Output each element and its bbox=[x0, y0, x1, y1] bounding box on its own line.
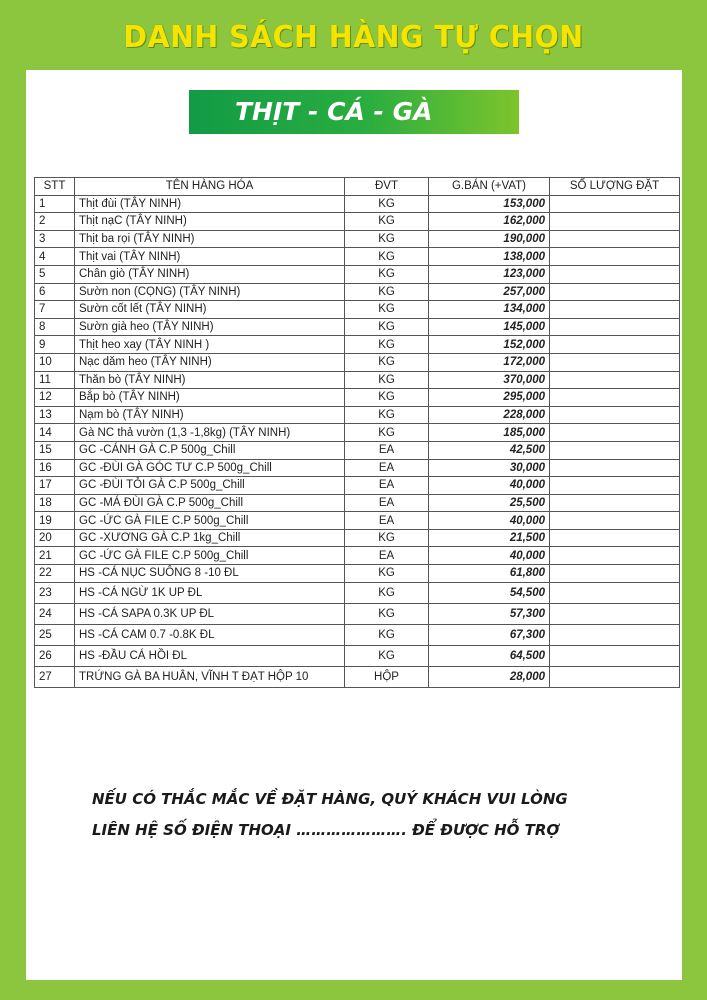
price: 190,000 bbox=[429, 230, 550, 248]
product-name: GC -ĐÙI GÀ GÓC TƯ C.P 500g_Chill bbox=[75, 459, 345, 477]
row-number: 27 bbox=[35, 666, 75, 687]
table-row bbox=[35, 371, 680, 389]
row-number: 21 bbox=[35, 547, 75, 565]
price: 57,300 bbox=[429, 603, 550, 624]
price: 228,000 bbox=[429, 406, 550, 424]
table-row bbox=[35, 565, 680, 583]
table-row bbox=[35, 301, 680, 319]
unit: HỘP bbox=[345, 666, 429, 687]
product-name: Thịt ba rọi (TÂY NINH) bbox=[75, 230, 345, 248]
table-row bbox=[35, 529, 680, 547]
table-row bbox=[35, 406, 680, 424]
order-quantity-cell[interactable] bbox=[550, 494, 680, 512]
product-name: Gà NC thả vườn (1,3 -1,8kg) (TÂY NINH) bbox=[75, 424, 345, 442]
price: 40,000 bbox=[429, 512, 550, 530]
product-name: HS -CÁ NGỪ 1K UP ĐL bbox=[75, 582, 345, 603]
order-quantity-cell[interactable] bbox=[550, 195, 680, 213]
price: 153,000 bbox=[429, 195, 550, 213]
product-table bbox=[34, 177, 680, 688]
price: 145,000 bbox=[429, 318, 550, 336]
column-header-price: G.BÁN (+VAT) bbox=[429, 178, 550, 196]
unit: KG bbox=[345, 301, 429, 319]
unit: EA bbox=[345, 512, 429, 530]
product-name: Thịt heo xay (TÂY NINH ) bbox=[75, 336, 345, 354]
price: 185,000 bbox=[429, 424, 550, 442]
table-row bbox=[35, 459, 680, 477]
unit: KG bbox=[345, 603, 429, 624]
price: 25,500 bbox=[429, 494, 550, 512]
price: 54,500 bbox=[429, 582, 550, 603]
unit: KG bbox=[345, 645, 429, 666]
row-number: 19 bbox=[35, 512, 75, 530]
table-row bbox=[35, 547, 680, 565]
product-name: GC -ỨC GÀ FILE C.P 500g_Chill bbox=[75, 512, 345, 530]
product-name: GC -CÁNH GÀ C.P 500g_Chill bbox=[75, 441, 345, 459]
table-row bbox=[35, 494, 680, 512]
table-row bbox=[35, 582, 680, 603]
row-number: 1 bbox=[35, 195, 75, 213]
contact-note-line-1: NẾU CÓ THẮC MẮC VỀ ĐẶT HÀNG, QUÝ KHÁCH VUI LÒNG bbox=[92, 790, 568, 808]
unit: KG bbox=[345, 624, 429, 645]
category-banner: THỊT - CÁ - GÀ bbox=[189, 90, 519, 134]
product-name: Thịt đùi (TÂY NINH) bbox=[75, 195, 345, 213]
unit: EA bbox=[345, 494, 429, 512]
table-row bbox=[35, 424, 680, 442]
order-quantity-cell[interactable] bbox=[550, 547, 680, 565]
table-row bbox=[35, 265, 680, 283]
row-number: 7 bbox=[35, 301, 75, 319]
unit: KG bbox=[345, 230, 429, 248]
row-number: 2 bbox=[35, 213, 75, 231]
table-row bbox=[35, 512, 680, 530]
table-row bbox=[35, 441, 680, 459]
order-quantity-cell[interactable] bbox=[550, 406, 680, 424]
row-number: 24 bbox=[35, 603, 75, 624]
unit: KG bbox=[345, 371, 429, 389]
order-quantity-cell[interactable] bbox=[550, 230, 680, 248]
row-number: 10 bbox=[35, 353, 75, 371]
unit: EA bbox=[345, 477, 429, 495]
row-number: 11 bbox=[35, 371, 75, 389]
order-quantity-cell[interactable] bbox=[550, 353, 680, 371]
price: 162,000 bbox=[429, 213, 550, 231]
table-row bbox=[35, 603, 680, 624]
order-quantity-cell[interactable] bbox=[550, 318, 680, 336]
price: 172,000 bbox=[429, 353, 550, 371]
table-row bbox=[35, 389, 680, 407]
unit: KG bbox=[345, 582, 429, 603]
table-row bbox=[35, 666, 680, 687]
order-quantity-cell[interactable] bbox=[550, 645, 680, 666]
order-quantity-cell[interactable] bbox=[550, 441, 680, 459]
order-quantity-cell[interactable] bbox=[550, 336, 680, 354]
row-number: 22 bbox=[35, 565, 75, 583]
product-name: Sườn già heo (TÂY NINH) bbox=[75, 318, 345, 336]
product-name: HS -CÁ NỤC SUÔNG 8 -10 ĐL bbox=[75, 565, 345, 583]
column-header-quantity: SỐ LƯỢNG ĐẶT bbox=[550, 178, 680, 196]
order-quantity-cell[interactable] bbox=[550, 371, 680, 389]
unit: EA bbox=[345, 547, 429, 565]
row-number: 18 bbox=[35, 494, 75, 512]
row-number: 8 bbox=[35, 318, 75, 336]
price: 42,500 bbox=[429, 441, 550, 459]
product-name: HS -CÁ SAPA 0.3K UP ĐL bbox=[75, 603, 345, 624]
unit: KG bbox=[345, 265, 429, 283]
row-number: 15 bbox=[35, 441, 75, 459]
table-row bbox=[35, 248, 680, 266]
table-row bbox=[35, 645, 680, 666]
price: 40,000 bbox=[429, 547, 550, 565]
order-quantity-cell[interactable] bbox=[550, 624, 680, 645]
order-quantity-cell[interactable] bbox=[550, 565, 680, 583]
order-quantity-cell[interactable] bbox=[550, 424, 680, 442]
price: 28,000 bbox=[429, 666, 550, 687]
unit: KG bbox=[345, 389, 429, 407]
column-header-unit: ĐVT bbox=[345, 178, 429, 196]
product-name: Chân giò (TÂY NINH) bbox=[75, 265, 345, 283]
unit: KG bbox=[345, 213, 429, 231]
table-row bbox=[35, 353, 680, 371]
product-name: GC -ỨC GÀ FILE C.P 500g_Chill bbox=[75, 547, 345, 565]
row-number: 9 bbox=[35, 336, 75, 354]
row-number: 12 bbox=[35, 389, 75, 407]
contact-note-line-2: LIÊN HỆ SỐ ĐIỆN THOẠI …………………. ĐỂ ĐƯỢC HỖ TRỢ bbox=[92, 821, 560, 839]
unit: KG bbox=[345, 195, 429, 213]
product-name: GC -MÁ ĐÙI GÀ C.P 500g_Chill bbox=[75, 494, 345, 512]
product-name: TRỨNG GÀ BA HUÂN, VĨNH T ĐẠT HỘP 10 bbox=[75, 666, 345, 687]
price: 123,000 bbox=[429, 265, 550, 283]
column-header-name: TÊN HÀNG HÓA bbox=[75, 178, 345, 196]
row-number: 6 bbox=[35, 283, 75, 301]
product-name: Sườn non (CỌNG) (TÂY NINH) bbox=[75, 283, 345, 301]
product-name: Sườn cốt lết (TÂY NINH) bbox=[75, 301, 345, 319]
product-name: HS -ĐẦU CÁ HỒI ĐL bbox=[75, 645, 345, 666]
unit: KG bbox=[345, 424, 429, 442]
row-number: 13 bbox=[35, 406, 75, 424]
price: 370,000 bbox=[429, 371, 550, 389]
order-quantity-cell[interactable] bbox=[550, 512, 680, 530]
product-name: Nạm bò (TÂY NINH) bbox=[75, 406, 345, 424]
price: 295,000 bbox=[429, 389, 550, 407]
column-header-stt: STT bbox=[35, 178, 75, 196]
unit: EA bbox=[345, 459, 429, 477]
product-name: HS -CÁ CAM 0.7 -0.8K ĐL bbox=[75, 624, 345, 645]
product-name: GC -XƯƠNG GÀ C.P 1kg_Chill bbox=[75, 529, 345, 547]
table-row bbox=[35, 213, 680, 231]
table-row bbox=[35, 477, 680, 495]
product-name: Thăn bò (TÂY NINH) bbox=[75, 371, 345, 389]
price: 64,500 bbox=[429, 645, 550, 666]
table-row bbox=[35, 283, 680, 301]
row-number: 4 bbox=[35, 248, 75, 266]
product-name: Thịt vai (TÂY NINH) bbox=[75, 248, 345, 266]
price: 138,000 bbox=[429, 248, 550, 266]
row-number: 25 bbox=[35, 624, 75, 645]
table-row bbox=[35, 195, 680, 213]
page-title: DANH SÁCH HÀNG TỰ CHỌN bbox=[123, 20, 584, 55]
unit: KG bbox=[345, 318, 429, 336]
unit: EA bbox=[345, 441, 429, 459]
price: 21,500 bbox=[429, 529, 550, 547]
price: 30,000 bbox=[429, 459, 550, 477]
order-quantity-cell[interactable] bbox=[550, 459, 680, 477]
table-row bbox=[35, 336, 680, 354]
order-quantity-cell[interactable] bbox=[550, 248, 680, 266]
row-number: 16 bbox=[35, 459, 75, 477]
order-quantity-cell[interactable] bbox=[550, 477, 680, 495]
row-number: 23 bbox=[35, 582, 75, 603]
unit: KG bbox=[345, 406, 429, 424]
table-row bbox=[35, 318, 680, 336]
price: 40,000 bbox=[429, 477, 550, 495]
product-name: Bắp bò (TÂY NINH) bbox=[75, 389, 345, 407]
order-quantity-cell[interactable] bbox=[550, 603, 680, 624]
unit: KG bbox=[345, 353, 429, 371]
price: 152,000 bbox=[429, 336, 550, 354]
order-quantity-cell[interactable] bbox=[550, 301, 680, 319]
price: 257,000 bbox=[429, 283, 550, 301]
order-quantity-cell[interactable] bbox=[550, 213, 680, 231]
row-number: 14 bbox=[35, 424, 75, 442]
product-name: Thịt nạC (TÂY NINH) bbox=[75, 213, 345, 231]
row-number: 26 bbox=[35, 645, 75, 666]
order-quantity-cell[interactable] bbox=[550, 389, 680, 407]
unit: KG bbox=[345, 565, 429, 583]
unit: KG bbox=[345, 336, 429, 354]
unit: KG bbox=[345, 283, 429, 301]
row-number: 5 bbox=[35, 265, 75, 283]
order-quantity-cell[interactable] bbox=[550, 666, 680, 687]
row-number: 20 bbox=[35, 529, 75, 547]
product-name: GC -ĐÙI TỎI GÀ C.P 500g_Chill bbox=[75, 477, 345, 495]
table-row bbox=[35, 624, 680, 645]
order-quantity-cell[interactable] bbox=[550, 529, 680, 547]
price: 61,800 bbox=[429, 565, 550, 583]
product-name: Nạc dăm heo (TÂY NINH) bbox=[75, 353, 345, 371]
unit: KG bbox=[345, 529, 429, 547]
table-row bbox=[35, 230, 680, 248]
row-number: 3 bbox=[35, 230, 75, 248]
price: 134,000 bbox=[429, 301, 550, 319]
order-quantity-cell[interactable] bbox=[550, 265, 680, 283]
price: 67,300 bbox=[429, 624, 550, 645]
order-quantity-cell[interactable] bbox=[550, 283, 680, 301]
table-header-row bbox=[35, 178, 680, 196]
row-number: 17 bbox=[35, 477, 75, 495]
unit: KG bbox=[345, 248, 429, 266]
order-quantity-cell[interactable] bbox=[550, 582, 680, 603]
